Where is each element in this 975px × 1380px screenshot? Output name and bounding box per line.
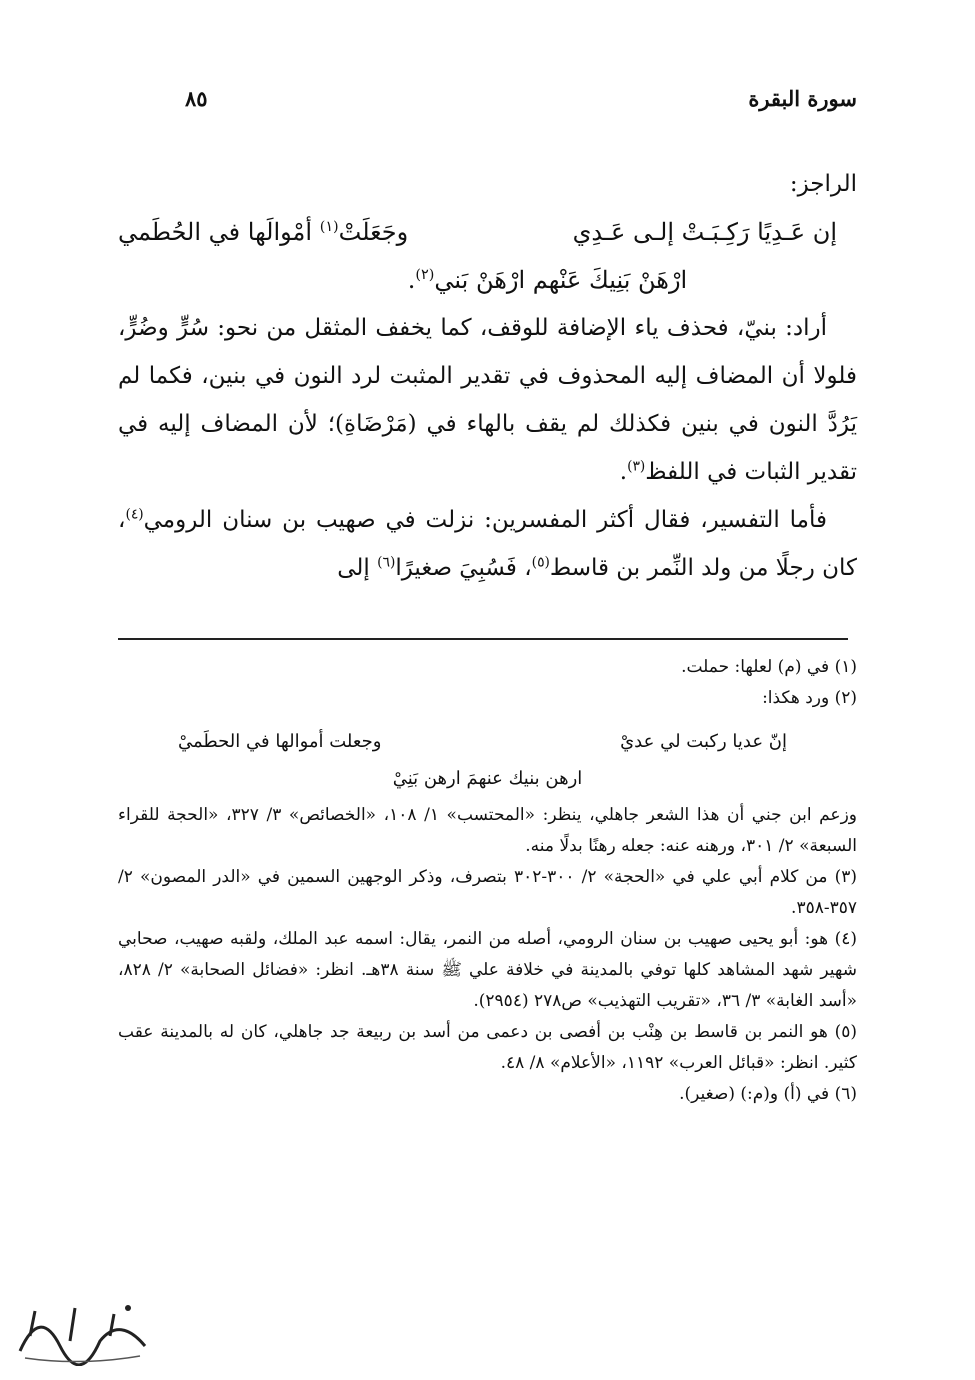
- footnote-2-hemistich-right: إنّ عديا ركبت لي عديْ: [620, 731, 787, 752]
- paragraph-2: [118, 496, 857, 592]
- footnote-divider: [118, 638, 848, 640]
- verse-line-2: ارْهَنْ بَنِيكَ عَنْهم ارْهَنْ بَني$^{(٢)}$.: [407, 266, 688, 294]
- library-stamp-logo: [10, 1296, 155, 1366]
- paragraph-1-end: .: [619, 459, 628, 485]
- paragraph-1: [118, 304, 857, 496]
- footnote-4: (٤) هو: أبو يحيى صهيب بن سنان الرومي، أصله من النمر، يقال: اسمه عبد الملك، ولقبه صهيب، صحابي شهير شهد المشاهد كلها توفي بالمدينة في خلافة علي ﷺ سنة ٣٨هـ. انظر: «فضائل الصحابة» ٢/ ٨٢٨، «أسد الغابة» ٣/ ٣٦، «تقريب التهذيب» ص٢٧٨ (٢٩٥٤).: [118, 929, 857, 1011]
- main-text: [118, 160, 857, 592]
- verse-line-1: [118, 208, 837, 256]
- footnote-2-intro: (٢) ورد هكذا:: [762, 688, 857, 708]
- paragraph-2-part2: ، كان رجلًا من ولد النِّمر بن قاسط: [118, 507, 857, 581]
- paragraph-2-part1: فأما التفسير، فقال أكثر المفسرين: نزلت في صهيب بن سنان الرومي: [143, 507, 827, 533]
- footnote-2-hemistich-left: وجعلت أموالها في الحطَميْ: [178, 731, 382, 752]
- footnote-ref: (١): [319, 219, 339, 235]
- footnote-ref: (٦): [377, 554, 396, 571]
- footnote-ref: (٣): [627, 458, 646, 475]
- footnote-3: (٣) من كلام أبي علي في «الحجة» ٢/ ٣٠٠-٣٠٢ بتصرف، وذكر الوجهين السمين في «الدر المصون» ٢/ ٣٥٧-٣٥٨.: [118, 867, 857, 918]
- footnote-ref: (٢): [415, 267, 435, 283]
- paragraph-2-part4: إلى: [337, 555, 378, 581]
- footnote-1: (١) في (م) لعلها: حملت.: [681, 657, 857, 677]
- verse-line-2-text: ارْهَنْ بَنِيكَ عَنْهم ارْهَنْ بَني: [434, 266, 688, 294]
- footnote-2-continuation: وزعم ابن جني أن هذا الشعر جاهلي، ينظر: «المحتسب» ١/ ١٠٨، «الخصائص» ٣/ ٣٢٧، «الحجة للقراء السبعة» ٢/ ٣٠١، ورهنه عنه: جعله رهنًا بدلًا منه.: [118, 805, 857, 856]
- verse-rest: أمْوالَها في الحُطَمي: [118, 218, 320, 246]
- footnote-5: (٥) هو النمر بن قاسط بن هِنْب بن أفصى بن دعمى من أسد بن ربيعة جد جاهلي، كان له بالمدينة عقب كثير. انظر: «قبائل العرب» ١١٩٢، «الأعلام» ٨/ ٤٨.: [118, 1022, 857, 1073]
- paragraph-2-part3: ، فَسُبِيَ صغيرًا: [395, 555, 532, 581]
- verse-word: وجَعَلَتْ: [338, 218, 409, 246]
- verse-hemistich-right: إن عَـدِيًا رَكِـبَـتْ إلـى عَـدِي: [572, 218, 837, 246]
- footnote-ref: (٤): [125, 506, 144, 523]
- footnote-6: (٦) في (أ) و(م:) (صغير).: [679, 1084, 857, 1104]
- footnote-2-verse-line-2: ارهن بنيك عنهمَ ارهن بَنِيْ: [392, 768, 583, 789]
- verse-hemistich-left: [118, 208, 408, 256]
- surah-title: سورة البقرة: [748, 86, 857, 111]
- footnote-ref: (٥): [531, 554, 550, 571]
- footnotes: [118, 652, 857, 1110]
- page-number: ٨٥: [185, 86, 208, 111]
- paragraph-1-text: أراد: بنيّ، فحذف ياء الإضافة للوقف، كما يخفف المثقل من نحو: سُرٍّ وضُرٍّ، فلولا أن المضاف إليه المحذوف في تقدير المثبت لرد النون في بنين، فكما لم يَرُدَّ النون في بنين فكذلك لم يقف بالهاء في (مَرْضَاةِ)؛ لأن المضاف إليه في تقدير الثبات في اللفظ: [118, 315, 857, 485]
- footnote-2-verse-line-1: [118, 714, 857, 763]
- attribution: الراجز:: [789, 171, 857, 197]
